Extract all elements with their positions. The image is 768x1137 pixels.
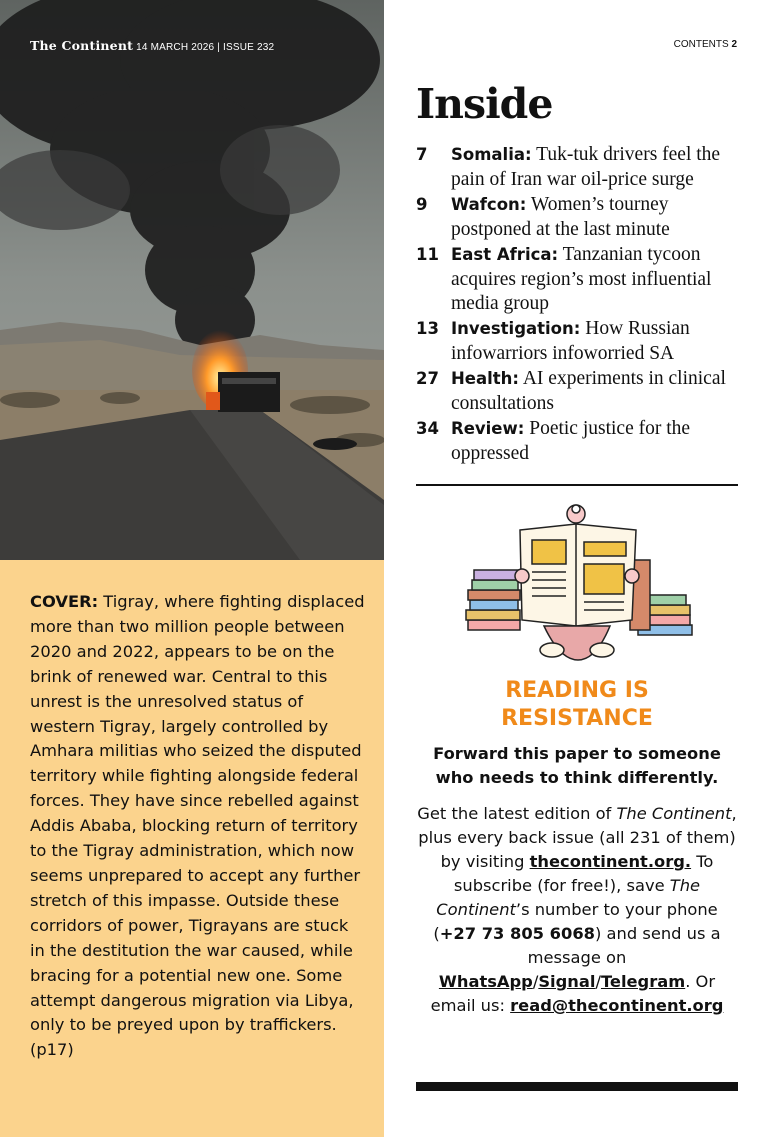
person-reading-newspaper-icon — [460, 500, 696, 668]
toc-item[interactable] — [416, 417, 738, 467]
cover-text: Tigray, where fighting displaced more than two million people between 2020 and 2022, appears to be on the brink of renewed war. Central to this unrest is the unresolved status of western Tigray, largely controlled by Amhara militias who seized the disputed territory while fighting alongside federal forces. They have since rebelled against Addis Ababa, blocking return of territory to the Tigray administration, which now seems unprepared to accept any further stretch of this impasse. Outside these corridors of power, Tigrayans are stuck in the destitution the war caused, while bracing for a potential new one. Some attempt dangerous migration via Libya, only to be preyed upon by traffickers. (p17) — [30, 592, 365, 1060]
toc-text: Tuk-tuk drivers feel the pain of Iran war oil-price surge — [451, 144, 721, 190]
separator: / — [595, 972, 601, 991]
phone-number: +27 73 805 6068 — [439, 924, 595, 943]
page-number: 2 — [731, 39, 737, 50]
toc-text: How Russian infowarriors infoworried SA — [451, 318, 690, 365]
promo-text: ) and send us a message on — [527, 924, 721, 967]
toc-item[interactable] — [416, 193, 738, 243]
toc-item[interactable] — [416, 243, 738, 318]
whatsapp-link[interactable]: WhatsApp — [438, 972, 533, 991]
inside-title: Inside — [416, 80, 553, 128]
toc-section: East Africa: — [451, 244, 559, 264]
cover-caption-box — [0, 560, 384, 1137]
toc-section: Review: — [451, 418, 525, 438]
toc-item[interactable] — [416, 317, 738, 367]
brand-name: The Continent — [30, 38, 134, 53]
email-link[interactable]: read@thecontinent.org — [510, 996, 724, 1015]
toc-page-number: 34 — [416, 418, 439, 438]
signal-link[interactable]: Signal — [538, 972, 596, 991]
toc-text: Women’s tourney postponed at the last minute — [451, 193, 670, 240]
separator: / — [532, 972, 539, 991]
toc-text: AI experiments in clinical consultations — [451, 368, 726, 415]
contents-label-text: CONTENTS — [673, 39, 729, 50]
toc-page-number: 27 — [416, 369, 439, 389]
burning-truck-image — [0, 0, 384, 560]
promo-text: , plus every back issue (all 231 of them) by visiting — [418, 804, 737, 871]
issue-info: 14 MARCH 2026 | ISSUE 232 — [136, 42, 275, 53]
contents-page-label — [674, 39, 737, 50]
subscribe-info — [416, 802, 738, 1018]
forward-message: Forward this paper to someone who needs to think differently. — [433, 744, 721, 787]
divider — [416, 484, 738, 486]
toc-section: Investigation: — [451, 319, 581, 339]
promo-text: ’s number to your phone ( — [433, 900, 718, 943]
toc-item[interactable] — [416, 367, 738, 417]
toc-item[interactable] — [416, 143, 738, 193]
toc-section: Wafcon: — [451, 194, 527, 214]
promo-title-line1: READING IS — [505, 678, 649, 703]
promo-publication-name: The Continent — [616, 804, 732, 823]
toc-section: Health: — [451, 369, 520, 389]
cover-photo — [0, 0, 384, 560]
table-of-contents — [416, 143, 738, 467]
toc-page-number: 9 — [416, 194, 428, 214]
toc-page-number: 11 — [416, 244, 439, 264]
promo-publication-name: The Continent — [436, 876, 701, 919]
promo-text: Get the latest edition of — [417, 804, 617, 823]
cover-label: COVER: — [30, 592, 99, 611]
promo-text: . Or email us: — [430, 972, 716, 1015]
toc-text: Poetic justice for the oppressed — [451, 417, 691, 464]
masthead — [30, 38, 274, 53]
toc-text: Tanzanian tycoon acquires region’s most influential media group — [451, 243, 712, 315]
reader-illustration — [460, 500, 696, 668]
toc-page-number: 13 — [416, 319, 439, 339]
toc-page-number: 7 — [416, 145, 428, 164]
cover-caption — [30, 590, 365, 1063]
promo-title-line2: RESISTANCE — [501, 706, 653, 731]
website-link[interactable]: thecontinent.org. — [529, 852, 692, 871]
telegram-link[interactable]: Telegram — [600, 972, 686, 991]
toc-section: Somalia: — [451, 145, 532, 164]
reading-is-resistance-heading — [416, 677, 738, 733]
promo-text: To subscribe (for free!), save — [453, 852, 714, 895]
bottom-rule — [416, 1082, 738, 1091]
